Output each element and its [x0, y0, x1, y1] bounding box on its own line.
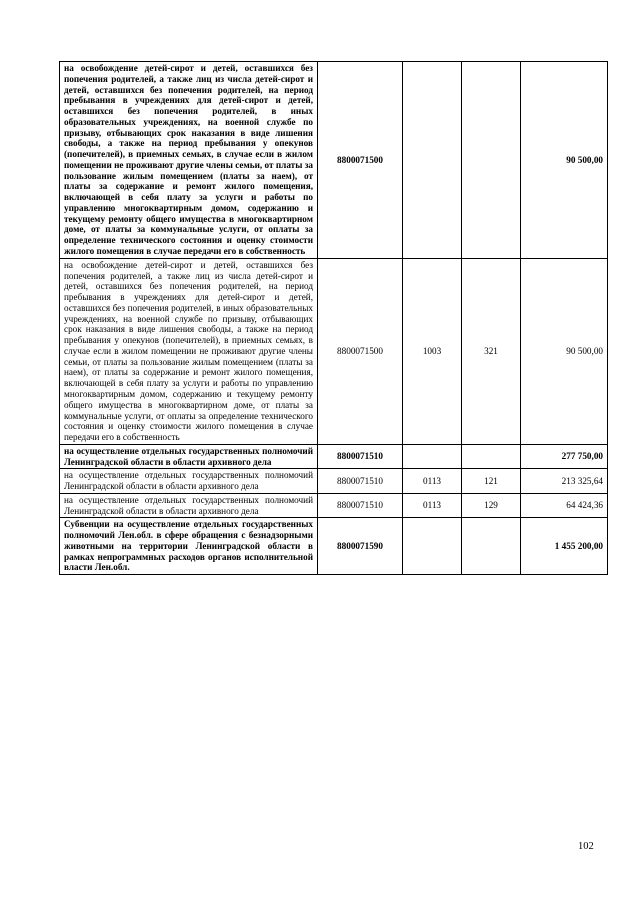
amount-cell: 1 455 200,00 [521, 518, 608, 575]
budget-table [59, 61, 608, 575]
target-code-cell: 8800071500 [318, 62, 403, 259]
amount-cell: 64 424,36 [521, 493, 608, 518]
target-code-cell: 8800071510 [318, 444, 403, 469]
expense-type-cell [462, 444, 521, 469]
target-code-cell: 8800071510 [318, 469, 403, 494]
amount-cell: 90 500,00 [521, 62, 608, 259]
target-code-cell: 8800071500 [318, 258, 403, 444]
section-cell [403, 62, 462, 259]
description-cell: Субвенции на осуществление отдельных государственных полномочий Лен.обл. в сфере обращения с безнадзорными животными на территории Ленинградской области в рамках непрограммных расходов органов исполнительной власти Лен.обл. [60, 518, 318, 575]
target-code-cell: 8800071510 [318, 493, 403, 518]
section-cell: 0113 [403, 469, 462, 494]
table-row [60, 469, 608, 494]
description-cell: на освобождение детей-сирот и детей, оставшихся без попечения родителей, а также лиц из числа детей-сирот и детей, оставшихся без попечения родителей, на период пребывания в учреждениях для детей-сирот и детей, оставшихся без попечения родителей, в иных образовательных учреждениях, на военной службе по призыву, отбывающих срок наказания в виде лишения свободы, а также на период пребывания у опекунов (попечителей), в приемных семьях, в случае если в жилом помещении не проживают другие члены семьи, от платы за пользование жилым помещением (платы за наем), от платы за содержание и ремонт жилого помещения, включающей в себя плату за услуги и работы по управлению многоквартирным домом, содержанию и текущему ремонту общего имущества в многоквартирном доме, от платы за коммунальные услуги, от оплаты за определение технического состояния и оценку стоимости жилого помещения в случае передачи его в собственность [60, 258, 318, 444]
description-cell: на осуществление отдельных государственных полномочий Ленинградской области в области архивного дела [60, 493, 318, 518]
table-row [60, 258, 608, 444]
section-cell: 1003 [403, 258, 462, 444]
expense-type-cell: 321 [462, 258, 521, 444]
description-cell: на осуществление отдельных государственных полномочий Ленинградской области в области архивного дела [60, 444, 318, 469]
description-cell: на осуществление отдельных государственных полномочий Ленинградской области в области архивного дела [60, 469, 318, 494]
table-row [60, 444, 608, 469]
expense-type-cell: 129 [462, 493, 521, 518]
table-row [60, 62, 608, 259]
section-cell [403, 444, 462, 469]
page-number: 102 [578, 841, 594, 852]
expense-type-cell [462, 518, 521, 575]
amount-cell: 90 500,00 [521, 258, 608, 444]
budget-table-body [60, 62, 608, 575]
table-row [60, 518, 608, 575]
target-code-cell: 8800071590 [318, 518, 403, 575]
section-cell [403, 518, 462, 575]
description-cell: на освобождение детей-сирот и детей, оставшихся без попечения родителей, а также лиц из числа детей-сирот и детей, оставшихся без попечения родителей, на период пребывания в учреждениях для детей-сирот и детей, оставшихся без попечения родителей, в иных образовательных учреждениях, на военной службе по призыву, отбывающих срок наказания в виде лишения свободы, а также на период пребывания у опекунов (попечителей), в приемных семьях, в случае если в жилом помещении не проживают другие члены семьи, от платы за пользование жилым помещением (платы за наем), от платы за содержание и ремонт жилого помещения, включающей в себя плату за услуги и работы по управлению многоквартирным домом, содержанию и текущему ремонту общего имущества в многоквартирном доме, от платы за коммунальные услуги, от оплаты за определение технического состояния и оценку стоимости жилого помещения в случае передачи его в собственность [60, 62, 318, 259]
expense-type-cell: 121 [462, 469, 521, 494]
table-row [60, 493, 608, 518]
section-cell: 0113 [403, 493, 462, 518]
expense-type-cell [462, 62, 521, 259]
amount-cell: 277 750,00 [521, 444, 608, 469]
amount-cell: 213 325,64 [521, 469, 608, 494]
